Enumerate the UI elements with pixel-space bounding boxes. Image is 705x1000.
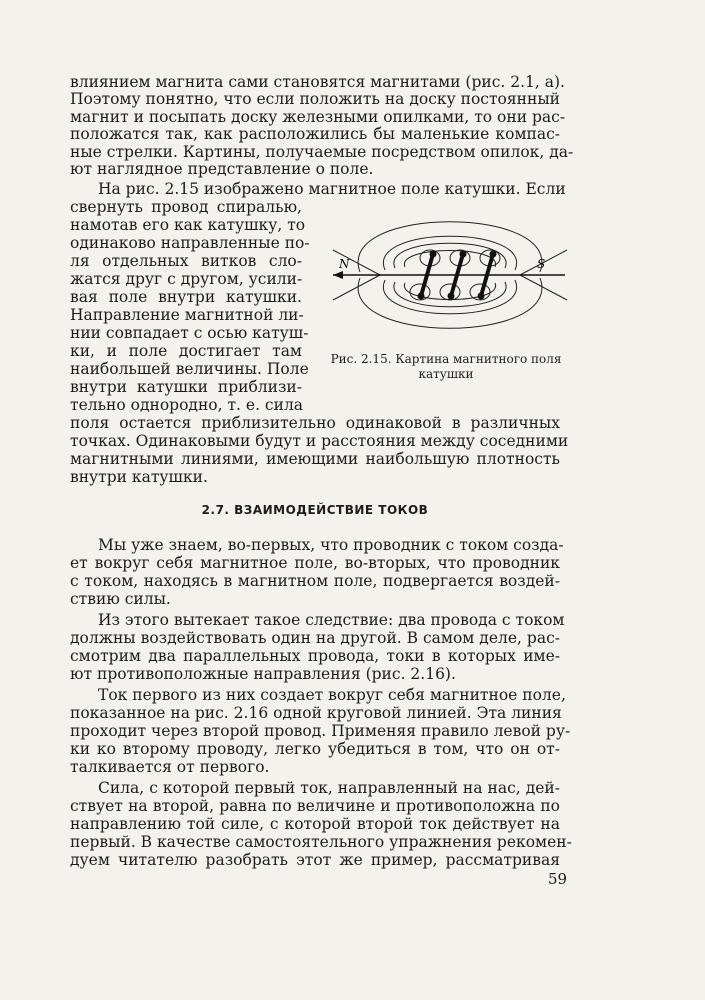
- figure-caption: Рис. 2.15. Картина магнитного поля катушки: [330, 352, 562, 381]
- text-line: проходит через второй провод. Применяя правило левой ру-: [70, 722, 571, 740]
- text-line: магнит и посыпать доску железными опилками, то они рас-: [70, 108, 566, 126]
- field-line: [333, 275, 380, 300]
- text-line: ет вокруг себя магнитное поле, во-вторых, что проводник: [70, 554, 560, 572]
- text-line: ки, и поле достигает там: [70, 342, 302, 360]
- text-line: ля отдельных витков сло-: [70, 252, 302, 270]
- text-line: должны воздействовать один на другой. В самом деле, рас-: [70, 629, 560, 647]
- text-line: Поэтому понятно, что если положить на доску постоянный: [70, 90, 560, 108]
- label-n: N: [339, 257, 350, 271]
- text-line: первый. В качестве самостоятельного упражнения рекомен-: [70, 833, 572, 851]
- text-line: смотрим два параллельных провода, токи в которых име-: [70, 647, 560, 665]
- text-line: влиянием магнита сами становятся магнитами (рис. 2.1, а).: [70, 73, 565, 91]
- text-line: намотав его как катушку, то: [70, 216, 306, 234]
- conductor-dot: [430, 251, 437, 258]
- text-line: показанное на рис. 2.16 одной круговой линией. Эта линия: [70, 704, 562, 722]
- text-line: ют наглядное представление о поле.: [70, 160, 374, 178]
- text-line: вая поле внутри катушки.: [70, 288, 302, 306]
- conductor-dot: [448, 293, 455, 300]
- text-line: магнитными линиями, имеющими наибольшую плотность: [70, 450, 560, 468]
- text-line: ки ко второму проводу, легко убедиться в том, что он от-: [70, 740, 560, 758]
- text-line: внутри катушки.: [70, 468, 208, 486]
- text-line: ные стрелки. Картины, получаемые посредством опилок, да-: [70, 143, 574, 161]
- arrow-icon: [333, 271, 343, 279]
- section-heading: 2.7. ВЗАИМОДЕЙСТВИЕ ТОКОВ: [201, 503, 429, 517]
- text-line: дуем читателю разобрать этот же пример, рассматривая: [70, 851, 560, 869]
- text-line: Направление магнитной ли-: [70, 306, 304, 324]
- text-line: направлению той силе, с которой второй ток действует на: [70, 815, 560, 833]
- text-line: ют противоположные направления (рис. 2.16).: [70, 665, 456, 683]
- text-line: с током, находясь в магнитном поле, подвергается воздей-: [70, 572, 560, 590]
- conductor-dot: [478, 293, 485, 300]
- text-line: Сила, с которой первый ток, направленный на нас, дей-: [98, 779, 560, 797]
- text-line: поля остается приблизительно одинаковой в различных: [70, 414, 560, 432]
- conductor-dot: [490, 251, 497, 258]
- conductor-dot: [418, 293, 425, 300]
- text-line: наибольшей величины. Поле: [70, 360, 309, 378]
- coil-field-figure: [325, 210, 573, 340]
- text-line: Из этого вытекает такое следствие: два провода с током: [98, 611, 565, 629]
- field-line: [358, 222, 542, 272]
- text-line: талкивается от первого.: [70, 758, 270, 776]
- text-line: Ток первого из них создает вокруг себя магнитное поле,: [98, 686, 566, 704]
- text-line: На рис. 2.15 изображено магнитное поле катушки. Если: [98, 180, 566, 198]
- text-line: ствию силы.: [70, 590, 171, 608]
- conductor-dot: [460, 251, 467, 258]
- label-s: S: [537, 257, 546, 271]
- text-line: нии совпадает с осью катуш-: [70, 324, 309, 342]
- text-line: тельно однородно, т. е. сила: [70, 396, 304, 414]
- text-line: точках. Одинаковыми будут и расстояния между соседними: [70, 432, 569, 450]
- text-line: ствует на второй, равна по величине и противоположна по: [70, 797, 560, 815]
- field-line: [358, 278, 542, 328]
- field-line: [520, 275, 567, 300]
- text-line: Мы уже знаем, во-первых, что проводник с током созда-: [98, 536, 564, 554]
- text-line: одинаково направленные по-: [70, 234, 310, 252]
- field-line: [383, 236, 516, 270]
- page-number: 59: [548, 870, 568, 888]
- text-line: жатся друг с другом, усили-: [70, 270, 303, 288]
- text-line: положатся так, как расположились бы маленькие компас-: [70, 125, 560, 143]
- text-line: свернуть провод спиралью,: [70, 198, 302, 216]
- text-line: внутри катушки приблизи-: [70, 378, 302, 396]
